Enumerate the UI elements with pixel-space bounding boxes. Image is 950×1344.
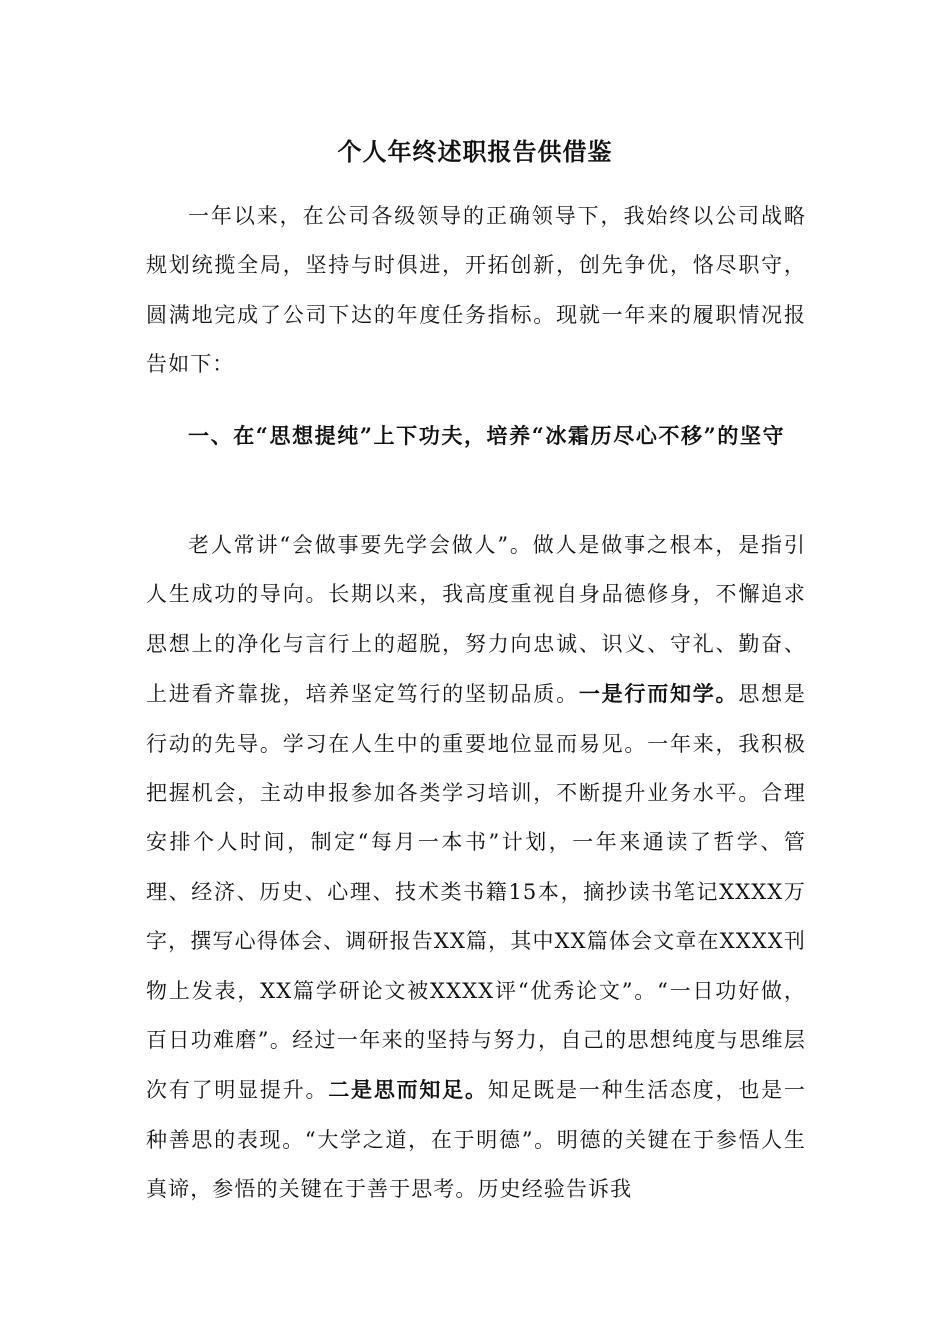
document-title: 个人年终述职报告供借鉴 bbox=[337, 137, 613, 166]
paragraph-text: 知足既是一种生活态度，也是一种善思的表现。“大学之道，在于明德”。明德的关键在于参悟人生真谛，参悟的关键在于善于思考。历史经验告诉我 bbox=[146, 1078, 806, 1202]
paragraph-text: 老人常讲“会做事要先学会做人”。做人是做事之根本，是指引人生成功的导向。长期以来，我高度重视自身品德修身，不懈追求思想上的净化与言行上的超脱，努力向忠诚、识义、守礼、勤奋、上进看齐靠拢，培养坚定笃行的坚韧品质。 bbox=[146, 533, 806, 707]
section-1-heading: 一、在“思想提纯”上下功夫，培养“冰霜历尽心不移”的坚守 bbox=[188, 423, 786, 448]
point-one-label: 一是行而知学。 bbox=[578, 681, 739, 707]
section-1-paragraph bbox=[146, 521, 806, 1215]
intro-paragraph: 一年以来，在公司各级领导的正确领导下，我始终以公司战略规划统揽全局，坚持与时俱进，开拓创新，创先争优，恪尽职守，圆满地完成了公司下达的年度任务指标。现就一年来的履职情况报告如下： bbox=[146, 204, 806, 377]
point-two-label: 二是思而知足。 bbox=[328, 1077, 488, 1103]
paragraph-text: 思想是行动的先导。学习在人生中的重要地位显而易见。一年来，我积极把握机会，主动申报参加各类学习培训，不断提升业务水平。合理安排个人时间，制定“每月一本书”计划，一年来通读了哲学、管理、经济、历史、心理、技术类书籍15本，摘抄读书笔记XXXX万字，撰写心得体会、调研报告XX篇，其中XX篇体会文章在XXXX刊物上发表，XX篇学研论文被XXXX评“优秀论文”。“一日功好做，百日功难磨”。经过一年来的坚持与努力，自己的思想纯度与思维层次有了明显提升。 bbox=[146, 682, 806, 1103]
